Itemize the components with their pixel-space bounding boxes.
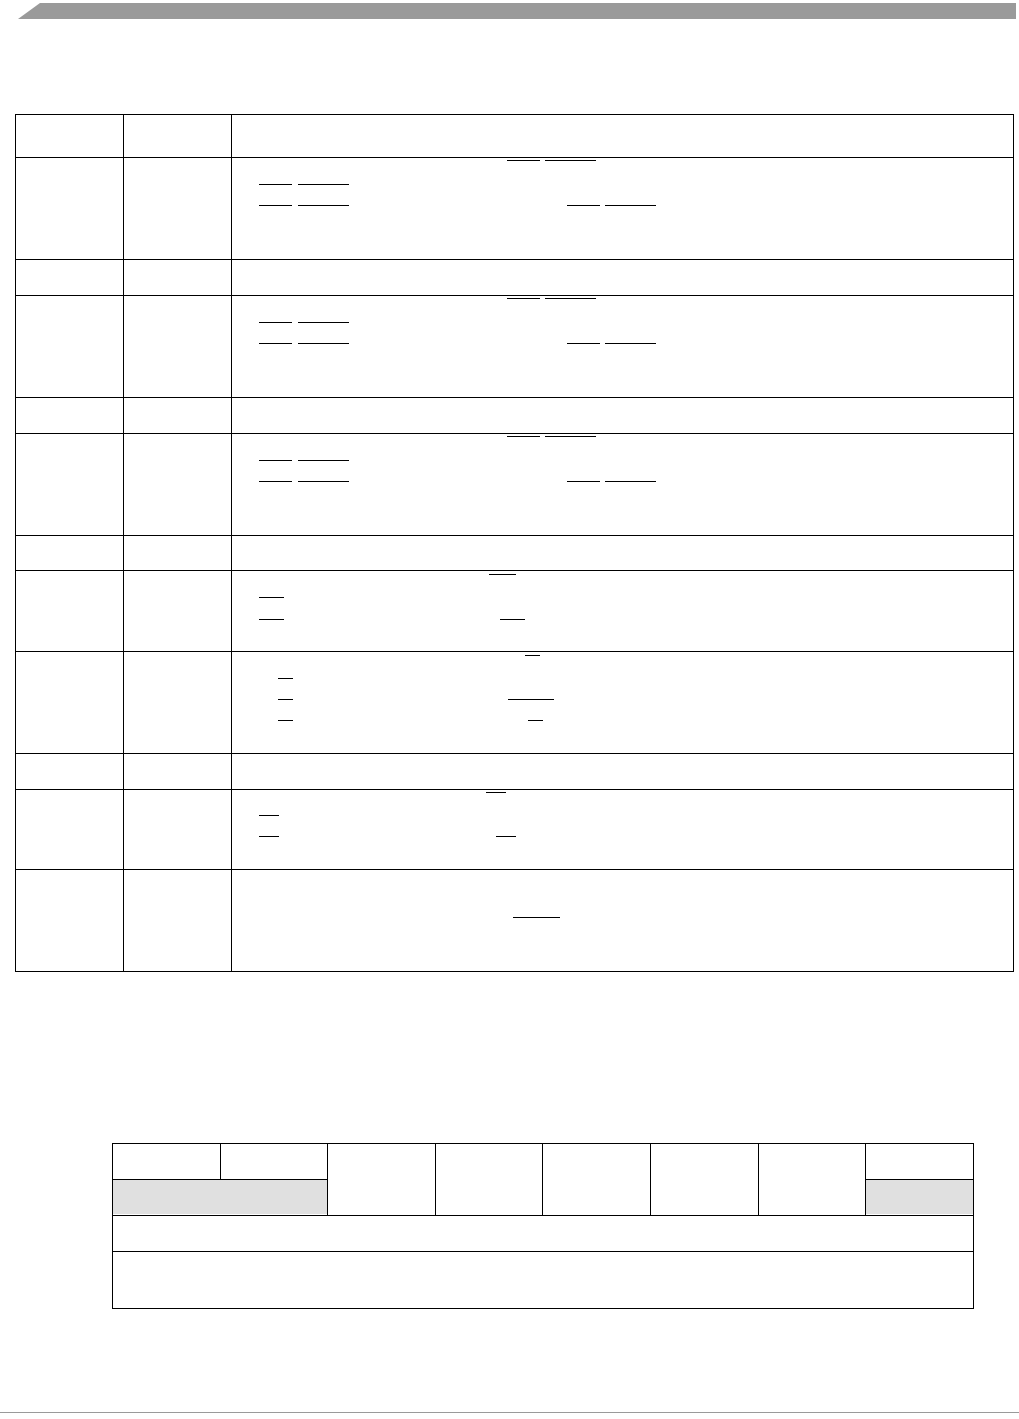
table-column-divider (123, 114, 124, 972)
overline-mark (489, 574, 516, 575)
diagram-row-rule (112, 1251, 974, 1252)
diagram-border-bottom (112, 1308, 974, 1309)
bit-divider (327, 1143, 328, 1215)
overline-mark (496, 836, 516, 837)
table-column-divider (231, 114, 232, 972)
overline-mark (259, 460, 292, 461)
overline-mark (545, 298, 596, 299)
bit-divider (865, 1143, 866, 1215)
bit-divider (435, 1143, 436, 1215)
overline-mark (508, 699, 554, 700)
table-border-bottom (15, 971, 1014, 972)
bit-divider (220, 1143, 221, 1179)
overline-mark (507, 298, 540, 299)
overline-mark (605, 205, 656, 206)
overline-mark (567, 205, 600, 206)
overline-mark (605, 481, 656, 482)
table-row-rule (15, 753, 1014, 754)
diagram-row-rule (112, 1215, 974, 1216)
overline-mark (259, 836, 279, 837)
overline-mark (567, 343, 600, 344)
overline-mark (525, 655, 540, 656)
overline-mark (486, 792, 506, 793)
footer-rule (0, 1412, 1019, 1413)
table-row-rule (15, 295, 1014, 296)
diagram-row-rule (865, 1179, 974, 1180)
diagram-border-top (112, 1143, 974, 1144)
overline-mark (507, 436, 540, 437)
overline-mark (500, 619, 525, 620)
table-row-rule (15, 259, 1014, 260)
overline-mark (259, 184, 292, 185)
overline-mark (567, 481, 600, 482)
diagram-border-left (112, 1143, 113, 1309)
overline-mark (545, 160, 596, 161)
bit-divider (758, 1143, 759, 1215)
table-row-rule (15, 397, 1014, 398)
table-border-right (1013, 114, 1014, 972)
table-row-rule (15, 433, 1014, 434)
bit-divider (542, 1143, 543, 1215)
overline-mark (259, 815, 279, 816)
overline-mark (278, 678, 293, 679)
overline-mark (278, 720, 293, 721)
bit-divider (650, 1143, 651, 1215)
overline-mark (298, 481, 349, 482)
overline-mark (259, 322, 292, 323)
overline-mark (259, 597, 284, 598)
table-row-rule (15, 570, 1014, 571)
overline-mark (545, 436, 596, 437)
overline-mark (278, 699, 293, 700)
diagram-row-rule (112, 1179, 328, 1180)
overline-mark (298, 460, 349, 461)
overline-mark (298, 205, 349, 206)
overline-mark (298, 184, 349, 185)
table-row-rule (15, 789, 1014, 790)
overline-mark (259, 619, 284, 620)
table-row-rule (15, 535, 1014, 536)
diagram-border-right (973, 1143, 974, 1309)
table-row-rule (15, 651, 1014, 652)
overline-mark (259, 481, 292, 482)
table-header-rule (15, 157, 1014, 158)
reserved-field-shade (113, 1179, 327, 1214)
table-border-top (15, 114, 1014, 115)
table-row-rule (15, 869, 1014, 870)
overline-mark (507, 160, 540, 161)
overline-mark (513, 917, 560, 918)
overline-mark (528, 720, 543, 721)
reserved-field-shade (866, 1179, 973, 1214)
overline-mark (259, 343, 292, 344)
header-bar (18, 3, 1016, 19)
overline-mark (605, 343, 656, 344)
overline-mark (298, 343, 349, 344)
overline-mark (259, 205, 292, 206)
overline-mark (298, 322, 349, 323)
table-border-left (15, 114, 16, 972)
